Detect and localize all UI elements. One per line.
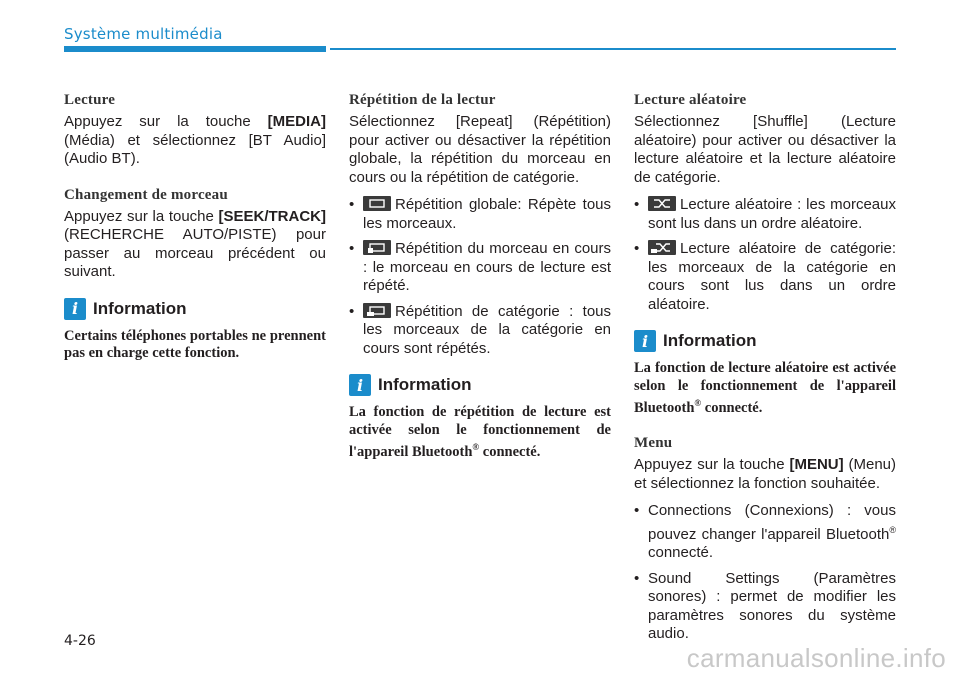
list-item: • Sound Settings (Paramètres sonores) : permet de modifier les paramètres sonores du système audio. — [634, 570, 896, 644]
section-title: Système multimédia — [64, 25, 223, 43]
shuffle-intro: Sélectionnez [Shuffle] (Lecture aléatoire) pour activer ou désactiver la lecture aléatoire et la lecture aléatoire de catégorie. — [634, 113, 896, 186]
header-rule-thin — [330, 48, 896, 50]
info-icon: i — [349, 374, 371, 396]
repeat-one-icon — [363, 240, 391, 255]
list-item: • Lecture aléatoire : les morceaux sont lus dans un ordre aléatoire. — [634, 196, 896, 233]
info-text: Certains téléphones portables ne prennent pas en charge cette fonction. — [64, 327, 326, 361]
repeat-all-icon — [363, 196, 391, 211]
header-rule-thick — [64, 46, 326, 52]
shuffle-list — [634, 196, 896, 314]
menu-paragraph: Appuyez sur la touche [MENU] (Menu) et sélectionnez la fonction souhaitée. — [634, 456, 897, 492]
info-label: Information — [663, 331, 757, 350]
menu-heading: Menu — [634, 435, 673, 452]
info-icon: i — [64, 298, 86, 320]
list-item: • Connections (Connexions) : vous pouvez changer l'appareil Bluetooth® connecté. — [634, 502, 896, 563]
watermark: carmanualsonline.info — [686, 643, 946, 673]
seek-track-key: [SEEK/TRACK] — [218, 207, 326, 225]
media-key: [MEDIA] — [267, 113, 326, 130]
info-box-header — [64, 298, 326, 320]
info-box-header — [634, 330, 896, 352]
info-icon: i — [634, 330, 656, 352]
shuffle-icon — [648, 196, 676, 211]
menu-list — [634, 502, 896, 644]
info-text: La fonction de lecture aléatoire est activée selon le fonctionnement de l'appareil Bluetooth® connecté. — [634, 360, 896, 416]
changement-paragraph: Appuyez sur la touche [SEEK/TRACK] (RECHERCHE AUTO/PISTE) pour passer au morceau précédent ou suivant. — [64, 207, 326, 280]
column-right — [634, 92, 896, 652]
column-left — [64, 92, 326, 373]
lecture-paragraph: Appuyez sur la touche [MEDIA] (Média) et sélectionnez [BT Audio] (Audio BT). — [64, 113, 326, 167]
info-text: La fonction de répétition de lecture est activée selon le fonctionnement de l'appareil Bluetooth® connecté. — [349, 404, 611, 460]
repeat-heading: Répétition de la lectur — [349, 92, 496, 108]
shuffle-category-icon — [648, 240, 676, 255]
list-item: • Répétition du morceau en cours : le morceau en cours de lecture est répété. — [349, 240, 611, 296]
repeat-category-icon — [363, 303, 391, 318]
list-item: • Lecture aléatoire de catégorie: les morceaux de la catégorie en cours sont lus dans un ordre aléatoire. — [634, 240, 896, 314]
changement-heading: Changement de morceau — [64, 186, 228, 203]
info-box-header — [349, 374, 611, 396]
shuffle-heading: Lecture aléatoire — [634, 92, 747, 108]
list-item: • Répétition globale: Répète tous les morceaux. — [349, 196, 611, 233]
list-item: • Répétition de catégorie : tous les morceaux de la catégorie en cours sont répétés. — [349, 303, 611, 359]
repeat-list — [349, 196, 611, 358]
lecture-heading: Lecture — [64, 92, 116, 108]
menu-key: [MENU] — [789, 456, 844, 474]
info-label: Information — [378, 375, 472, 394]
repeat-intro: Sélectionnez [Repeat] (Répétition) pour activer ou désactiver la répétition globale, la répétition du morceau en cours ou la répétition de catégorie. — [349, 113, 611, 186]
info-label: Information — [93, 298, 187, 318]
page-number: 4-26 — [64, 633, 96, 649]
column-middle — [349, 92, 611, 471]
